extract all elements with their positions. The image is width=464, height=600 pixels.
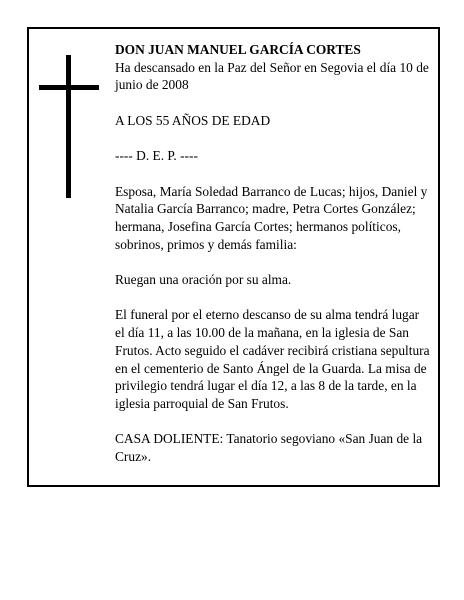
age-line: A LOS 55 AÑOS DE EDAD <box>115 112 271 128</box>
cross-vertical-bar <box>66 55 71 198</box>
family-paragraph: Esposa, María Soledad Barranco de Lucas; hijos, Daniel y Natalia García Barranco; madre, Petra Cortes González; hermana, Josefina García Cortes; hermanos políticos, sobrinos, primos y demás familia: <box>115 183 428 252</box>
deceased-name: DON JUAN MANUEL GARCÍA CORTES <box>115 42 361 57</box>
cross-horizontal-bar <box>39 85 99 90</box>
notice-text <box>115 41 431 483</box>
prayer-line: Ruegan una oración por su alma. <box>115 272 292 288</box>
funeral-paragraph: El funeral por el eterno descanso de su alma tendrá lugar el día 11, a las 10.00 de la mañana, en la iglesia de San Frutos. Acto seguido el cadáver recibirá cristiana sepultura en el cementerio de Santo Ángel de la Guarda. La misa de privilegio tendrá lugar el día 12, a las 8 de la tarde, en la iglesia parroquial de San Frutos. <box>115 307 430 411</box>
dep-line: ---- D. E. P. ---- <box>115 148 198 164</box>
obituary-notice <box>27 27 440 487</box>
cross-icon <box>39 55 99 200</box>
rest-statement: Ha descansado en la Paz del Señor en Segovia el día 10 de junio de 2008 <box>115 59 429 93</box>
mourning-house: CASA DOLIENTE: Tanatorio segoviano «San Juan de la Cruz». <box>115 431 423 465</box>
